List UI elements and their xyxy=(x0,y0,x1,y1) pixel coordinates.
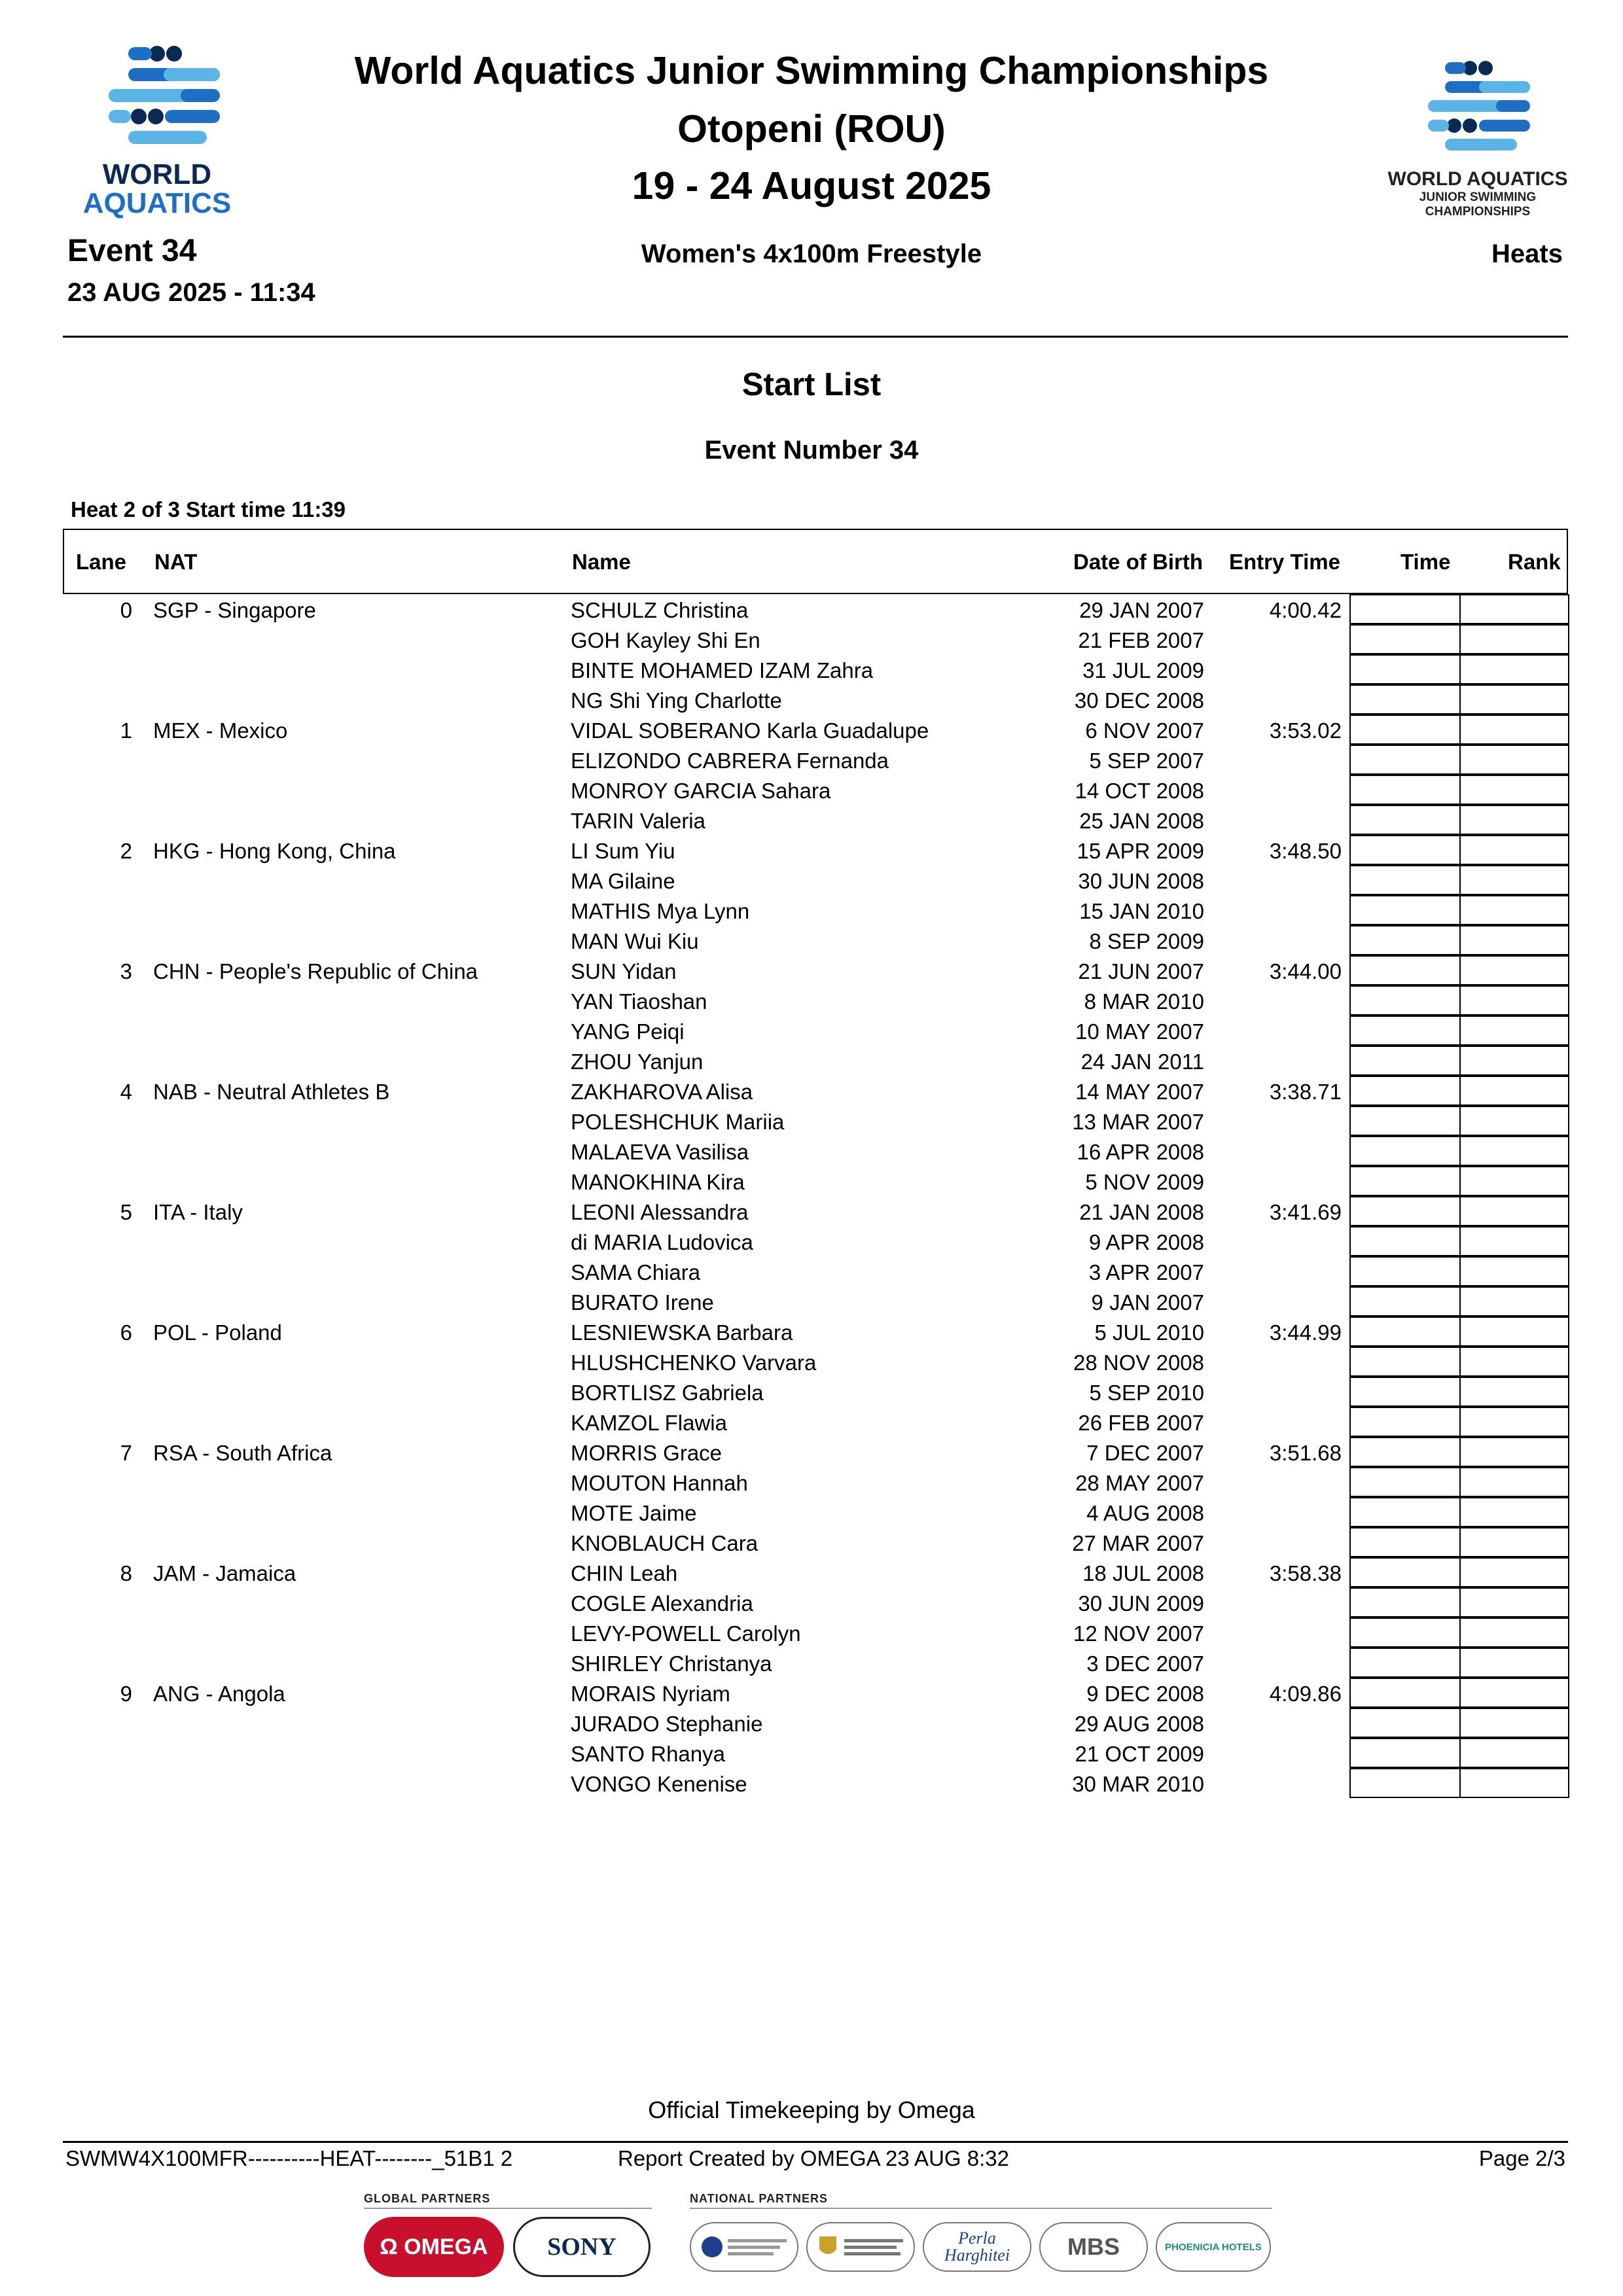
logo-text-line1: WORLD AQUATICS xyxy=(1387,168,1568,190)
lane-cell: 7 xyxy=(120,1441,132,1465)
table-row xyxy=(0,624,1623,654)
swimmer-name-cell: BINTE MOHAMED IZAM Zahra xyxy=(571,658,874,682)
table-row xyxy=(0,895,1623,925)
time-box xyxy=(1349,985,1461,1016)
entry-time-cell: 3:58.38 xyxy=(1269,1561,1342,1585)
nat-cell: SGP - Singapore xyxy=(153,598,316,622)
table-row xyxy=(0,1347,1623,1377)
lane-cell: 6 xyxy=(120,1320,132,1345)
nat-cell: JAM - Jamaica xyxy=(153,1561,296,1585)
time-box xyxy=(1349,1497,1461,1527)
rank-box xyxy=(1459,1347,1569,1377)
time-box xyxy=(1349,1256,1461,1286)
table-row xyxy=(0,835,1623,865)
dob-cell: 24 JAN 2011 xyxy=(1080,1050,1204,1074)
swimmer-name-cell: MORAIS Nyriam xyxy=(571,1682,730,1706)
dob-cell: 3 DEC 2007 xyxy=(1086,1651,1204,1676)
dates-title: 19 - 24 August 2025 xyxy=(632,164,991,207)
rank-box xyxy=(1459,1377,1569,1407)
lane-cell: 2 xyxy=(120,839,132,863)
logo-word-world: WORLD xyxy=(102,158,212,190)
dob-cell: 18 JUL 2008 xyxy=(1082,1561,1204,1585)
swimmer-name-cell: SHIRLEY Christanya xyxy=(571,1651,772,1676)
rank-box xyxy=(1459,775,1569,805)
lane-cell: 0 xyxy=(120,598,132,622)
heat-info: Heat 2 of 3 Start time 11:39 xyxy=(71,497,346,521)
dob-cell: 21 OCT 2009 xyxy=(1075,1742,1204,1766)
dob-cell: 28 MAY 2007 xyxy=(1075,1471,1204,1495)
col-name: Name xyxy=(572,550,631,574)
time-box xyxy=(1349,1316,1461,1347)
rank-box xyxy=(1459,1437,1569,1467)
time-box xyxy=(1349,1407,1461,1437)
time-box xyxy=(1349,1377,1461,1407)
swimmer-name-cell: YANG Peiqi xyxy=(571,1019,685,1044)
swimmer-name-cell: MATHIS Mya Lynn xyxy=(571,899,750,923)
rank-box xyxy=(1459,1016,1569,1046)
time-box xyxy=(1349,1106,1461,1136)
swimmer-name-cell: LEONI Alessandra xyxy=(571,1200,749,1224)
col-lane: Lane xyxy=(76,550,127,574)
rank-box xyxy=(1459,684,1569,715)
lane-cell: 1 xyxy=(120,718,132,743)
time-box xyxy=(1349,745,1461,775)
time-box xyxy=(1349,715,1461,745)
rank-box xyxy=(1459,1587,1569,1617)
table-row xyxy=(0,1226,1623,1256)
dob-cell: 6 NOV 2007 xyxy=(1085,718,1204,743)
entry-time-cell: 4:09.86 xyxy=(1269,1682,1342,1706)
time-box xyxy=(1349,1708,1461,1738)
dob-cell: 9 DEC 2008 xyxy=(1086,1682,1204,1706)
swimmer-name-cell: SUN Yidan xyxy=(571,959,677,983)
table-row xyxy=(0,1046,1623,1076)
list-title: Start List xyxy=(741,367,882,402)
swimmer-name-cell: ELIZONDO CABRERA Fernanda xyxy=(571,749,889,773)
swimmer-name-cell: MA Gilaine xyxy=(571,869,675,893)
rank-box xyxy=(1459,865,1569,895)
rank-box xyxy=(1459,835,1569,865)
swimmer-name-cell: MOUTON Hannah xyxy=(571,1471,748,1495)
table-row xyxy=(0,1407,1623,1437)
rank-box xyxy=(1459,1497,1569,1527)
entry-time-cell: 3:44.00 xyxy=(1269,959,1342,983)
swimmer-name-cell: BURATO Irene xyxy=(571,1290,714,1315)
partner-logo-sport-agency xyxy=(690,2222,798,2272)
nat-cell: NAB - Neutral Athletes B xyxy=(153,1080,390,1104)
time-box xyxy=(1349,1678,1461,1708)
lane-cell: 4 xyxy=(120,1080,132,1104)
entry-time-cell: 3:53.02 xyxy=(1269,718,1342,743)
table-row xyxy=(0,1768,1623,1798)
dob-cell: 12 NOV 2007 xyxy=(1073,1621,1204,1646)
time-box xyxy=(1349,684,1461,715)
time-box xyxy=(1349,835,1461,865)
table-row xyxy=(0,745,1623,775)
table-row xyxy=(0,985,1623,1016)
swimmer-name-cell: NG Shi Ying Charlotte xyxy=(571,688,782,713)
entry-time-cell: 3:41.69 xyxy=(1269,1200,1342,1224)
time-box xyxy=(1349,895,1461,925)
table-row xyxy=(0,1648,1623,1678)
rank-box xyxy=(1459,715,1569,745)
sony-logo: SONY xyxy=(513,2217,651,2277)
swimmer-name-cell: POLESHCHUK Mariia xyxy=(571,1110,785,1134)
timekeeping-note: Official Timekeeping by Omega xyxy=(648,2096,975,2123)
swimmer-name-cell: SCHULZ Christina xyxy=(571,598,749,622)
swimmer-name-cell: COGLE Alexandria xyxy=(571,1591,753,1616)
table-row xyxy=(0,1286,1623,1316)
entry-time-cell: 4:00.42 xyxy=(1269,598,1342,622)
time-box xyxy=(1349,1046,1461,1076)
time-box xyxy=(1349,775,1461,805)
nat-cell: ITA - Italy xyxy=(153,1200,243,1224)
lane-cell: 9 xyxy=(120,1682,132,1706)
swimmer-name-cell: VIDAL SOBERANO Karla Guadalupe xyxy=(571,718,929,743)
swimmer-name-cell: MOTE Jaime xyxy=(571,1501,697,1525)
rank-box xyxy=(1459,1046,1569,1076)
swimmer-name-cell: LEVY-POWELL Carolyn xyxy=(571,1621,801,1646)
dob-cell: 8 SEP 2009 xyxy=(1089,929,1204,953)
table-row xyxy=(0,594,1623,624)
col-entry-time: Entry Time xyxy=(1229,550,1340,574)
time-box xyxy=(1349,1467,1461,1497)
event-number: Event 34 xyxy=(67,234,197,268)
dob-cell: 30 JUN 2008 xyxy=(1078,869,1204,893)
dob-cell: 25 JAN 2008 xyxy=(1079,809,1204,833)
rank-box xyxy=(1459,895,1569,925)
rank-box xyxy=(1459,955,1569,985)
swimmer-name-cell: MONROY GARCIA Sahara xyxy=(571,779,831,803)
nat-cell: HKG - Hong Kong, China xyxy=(153,839,396,863)
time-box xyxy=(1349,1648,1461,1678)
table-row xyxy=(0,715,1623,745)
time-box xyxy=(1349,1347,1461,1377)
dob-cell: 21 JAN 2008 xyxy=(1079,1200,1204,1224)
partner-logo-perla: Perla Harghitei xyxy=(923,2222,1031,2272)
rank-box xyxy=(1459,1557,1569,1587)
table-row xyxy=(0,1587,1623,1617)
swimmer-name-cell: MALAEVA Vasilisa xyxy=(571,1140,749,1164)
table-row xyxy=(0,1437,1623,1467)
rank-box xyxy=(1459,1678,1569,1708)
table-row xyxy=(0,654,1623,684)
dob-cell: 29 AUG 2008 xyxy=(1074,1712,1204,1736)
event-datetime: 23 AUG 2025 - 11:34 xyxy=(67,278,315,307)
partners-rule xyxy=(364,2208,652,2209)
championship-title: World Aquatics Junior Swimming Championships xyxy=(354,49,1269,92)
venue-title: Otopeni (ROU) xyxy=(677,107,946,150)
time-box xyxy=(1349,1527,1461,1557)
table-row xyxy=(0,1467,1623,1497)
rank-box xyxy=(1459,594,1569,624)
swimmer-name-cell: GOH Kayley Shi En xyxy=(571,628,760,652)
dob-cell: 10 MAY 2007 xyxy=(1075,1019,1204,1044)
dob-cell: 15 APR 2009 xyxy=(1077,839,1204,863)
time-box xyxy=(1349,1016,1461,1046)
entry-time-cell: 3:44.99 xyxy=(1269,1320,1342,1345)
nat-cell: POL - Poland xyxy=(153,1320,282,1345)
entry-time-cell: 3:38.71 xyxy=(1269,1080,1342,1104)
swimmer-name-cell: KAMZOL Flawia xyxy=(571,1411,727,1435)
time-box xyxy=(1349,1437,1461,1467)
partner-logo-mbs: MBS xyxy=(1039,2222,1148,2272)
time-box xyxy=(1349,1587,1461,1617)
list-subtitle: Event Number 34 xyxy=(704,436,919,465)
header-divider xyxy=(63,336,1568,338)
table-row xyxy=(0,865,1623,895)
event-name: Women's 4x100m Freestyle xyxy=(641,239,982,268)
time-box xyxy=(1349,1738,1461,1768)
logo-text-line3: CHAMPIONSHIPS xyxy=(1425,205,1531,219)
time-box xyxy=(1349,1617,1461,1648)
table-row xyxy=(0,805,1623,835)
rank-box xyxy=(1459,1407,1569,1437)
rank-box xyxy=(1459,1136,1569,1166)
table-row xyxy=(0,1106,1623,1136)
dob-cell: 5 JUL 2010 xyxy=(1094,1320,1204,1345)
time-box xyxy=(1349,805,1461,835)
dob-cell: 5 NOV 2009 xyxy=(1085,1170,1204,1194)
nat-cell: CHN - People's Republic of China xyxy=(153,959,478,983)
rank-box xyxy=(1459,1196,1569,1226)
dob-cell: 5 SEP 2010 xyxy=(1089,1381,1204,1405)
swimmer-name-cell: KNOBLAUCH Cara xyxy=(571,1531,758,1555)
swimmer-name-cell: HLUSHCHENKO Varvara xyxy=(571,1351,817,1375)
dob-cell: 21 JUN 2007 xyxy=(1078,959,1204,983)
rank-box xyxy=(1459,1256,1569,1286)
table-row xyxy=(0,1196,1623,1226)
rank-box xyxy=(1459,1708,1569,1738)
table-row xyxy=(0,1557,1623,1587)
nat-cell: MEX - Mexico xyxy=(153,718,288,743)
report-created: Report Created by OMEGA 23 AUG 8:32 xyxy=(618,2146,1009,2170)
time-box xyxy=(1349,594,1461,624)
time-box xyxy=(1349,1196,1461,1226)
rank-box xyxy=(1459,1768,1569,1798)
dob-cell: 28 NOV 2008 xyxy=(1073,1351,1204,1375)
time-box xyxy=(1349,1768,1461,1798)
dob-cell: 3 APR 2007 xyxy=(1088,1260,1204,1284)
swimmer-name-cell: BORTLISZ Gabriela xyxy=(571,1381,764,1405)
time-box xyxy=(1349,1557,1461,1587)
dob-cell: 7 DEC 2007 xyxy=(1086,1441,1204,1465)
entry-time-cell: 3:51.68 xyxy=(1269,1441,1342,1465)
swimmer-name-cell: MORRIS Grace xyxy=(571,1441,722,1465)
time-box xyxy=(1349,654,1461,684)
rank-box xyxy=(1459,1617,1569,1648)
table-row xyxy=(0,1316,1623,1347)
rank-box xyxy=(1459,1467,1569,1497)
table-row xyxy=(0,1738,1623,1768)
time-box xyxy=(1349,1226,1461,1256)
page-number: Page 2/3 xyxy=(1478,2146,1565,2170)
nat-cell: ANG - Angola xyxy=(153,1682,285,1706)
dob-cell: 30 MAR 2010 xyxy=(1072,1772,1204,1796)
partner-logo-phoenicia: PHOENICIA HOTELS xyxy=(1156,2222,1271,2272)
time-box xyxy=(1349,865,1461,895)
time-box xyxy=(1349,1166,1461,1196)
crest-icon xyxy=(812,2227,910,2267)
col-dob: Date of Birth xyxy=(1073,550,1203,574)
table-row xyxy=(0,1016,1623,1046)
time-box xyxy=(1349,955,1461,985)
dob-cell: 14 OCT 2008 xyxy=(1075,779,1204,803)
partners-rule xyxy=(690,2208,1272,2209)
col-time: Time xyxy=(1400,550,1451,574)
table-row xyxy=(0,1377,1623,1407)
global-partners-label: GLOBAL PARTNERS xyxy=(364,2192,491,2205)
rank-box xyxy=(1459,1316,1569,1347)
dob-cell: 29 JAN 2007 xyxy=(1079,598,1204,622)
dob-cell: 4 AUG 2008 xyxy=(1086,1501,1204,1525)
dob-cell: 13 MAR 2007 xyxy=(1072,1110,1204,1134)
dob-cell: 30 JUN 2009 xyxy=(1078,1591,1204,1616)
omega-logo: Ω OMEGA xyxy=(364,2217,504,2277)
swimmer-name-cell: CHIN Leah xyxy=(571,1561,678,1585)
time-box xyxy=(1349,1076,1461,1106)
rank-box xyxy=(1459,1286,1569,1316)
swimmer-name-cell: MANOKHINA Kira xyxy=(571,1170,745,1194)
report-code: SWMW4X100MFR----------HEAT--------_51B1 2 xyxy=(65,2146,513,2170)
dob-cell: 21 FEB 2007 xyxy=(1078,628,1204,652)
dob-cell: 15 JAN 2010 xyxy=(1079,899,1204,923)
col-nat: NAT xyxy=(154,550,198,574)
footer-divider xyxy=(63,2141,1568,2143)
table-row xyxy=(0,684,1623,715)
table-row xyxy=(0,925,1623,955)
dob-cell: 30 DEC 2008 xyxy=(1074,688,1204,713)
swimmer-name-cell: LESNIEWSKA Barbara xyxy=(571,1320,793,1345)
swimmer-name-cell: di MARIA Ludovica xyxy=(571,1230,753,1254)
dob-cell: 26 FEB 2007 xyxy=(1078,1411,1204,1435)
rank-box xyxy=(1459,1076,1569,1106)
table-row xyxy=(0,1166,1623,1196)
swimmer-name-cell: ZAKHAROVA Alisa xyxy=(571,1080,753,1104)
table-row xyxy=(0,1256,1623,1286)
col-rank: Rank xyxy=(1508,550,1561,574)
nat-cell: RSA - South Africa xyxy=(153,1441,332,1465)
rank-box xyxy=(1459,624,1569,654)
table-row xyxy=(0,1708,1623,1738)
lane-cell: 5 xyxy=(120,1200,132,1224)
lane-cell: 8 xyxy=(120,1561,132,1585)
table-row xyxy=(0,1497,1623,1527)
swimmer-name-cell: LI Sum Yiu xyxy=(571,839,675,863)
dob-cell: 14 MAY 2007 xyxy=(1075,1080,1204,1104)
rank-box xyxy=(1459,1527,1569,1557)
time-box xyxy=(1349,624,1461,654)
dob-cell: 31 JUL 2009 xyxy=(1082,658,1204,682)
logo-text-line2: JUNIOR SWIMMING xyxy=(1419,190,1537,204)
national-partners-label: NATIONAL PARTNERS xyxy=(690,2192,829,2205)
swimmer-name-cell: TARIN Valeria xyxy=(571,809,705,833)
time-box xyxy=(1349,925,1461,955)
rank-box xyxy=(1459,1166,1569,1196)
lane-cell: 3 xyxy=(120,959,132,983)
swimmer-name-cell: JURADO Stephanie xyxy=(571,1712,763,1736)
table-row xyxy=(0,955,1623,985)
table-header xyxy=(63,529,1568,594)
table-row xyxy=(0,1527,1623,1557)
dob-cell: 9 JAN 2007 xyxy=(1091,1290,1204,1315)
dob-cell: 9 APR 2008 xyxy=(1088,1230,1204,1254)
rank-box xyxy=(1459,1648,1569,1678)
time-box xyxy=(1349,1136,1461,1166)
round-label: Heats xyxy=(1491,239,1563,268)
rank-box xyxy=(1459,654,1569,684)
time-box xyxy=(1349,1286,1461,1316)
partner-logo-local-council xyxy=(806,2222,915,2272)
swimmer-name-cell: SANTO Rhanya xyxy=(571,1742,725,1766)
crest-icon xyxy=(695,2227,793,2267)
rank-box xyxy=(1459,805,1569,835)
table-row xyxy=(0,1076,1623,1106)
table-row xyxy=(0,1678,1623,1708)
swimmer-name-cell: YAN Tiaoshan xyxy=(571,989,707,1014)
rank-box xyxy=(1459,1226,1569,1256)
rank-box xyxy=(1459,1738,1569,1768)
dob-cell: 8 MAR 2010 xyxy=(1084,989,1204,1014)
table-row xyxy=(0,775,1623,805)
swimmer-name-cell: VONGO Kenenise xyxy=(571,1772,747,1796)
swimmer-name-cell: MAN Wui Kiu xyxy=(571,929,699,953)
rank-box xyxy=(1459,745,1569,775)
dob-cell: 5 SEP 2007 xyxy=(1089,749,1204,773)
rank-box xyxy=(1459,925,1569,955)
swimmer-name-cell: ZHOU Yanjun xyxy=(571,1050,704,1074)
table-row xyxy=(0,1136,1623,1166)
rank-box xyxy=(1459,985,1569,1016)
dob-cell: 16 APR 2008 xyxy=(1077,1140,1204,1164)
swimmer-name-cell: SAMA Chiara xyxy=(571,1260,701,1284)
table-row xyxy=(0,1617,1623,1648)
entry-time-cell: 3:48.50 xyxy=(1269,839,1342,863)
dob-cell: 27 MAR 2007 xyxy=(1072,1531,1204,1555)
logo-word-aquatics: AQUATICS xyxy=(82,187,232,219)
rank-box xyxy=(1459,1106,1569,1136)
